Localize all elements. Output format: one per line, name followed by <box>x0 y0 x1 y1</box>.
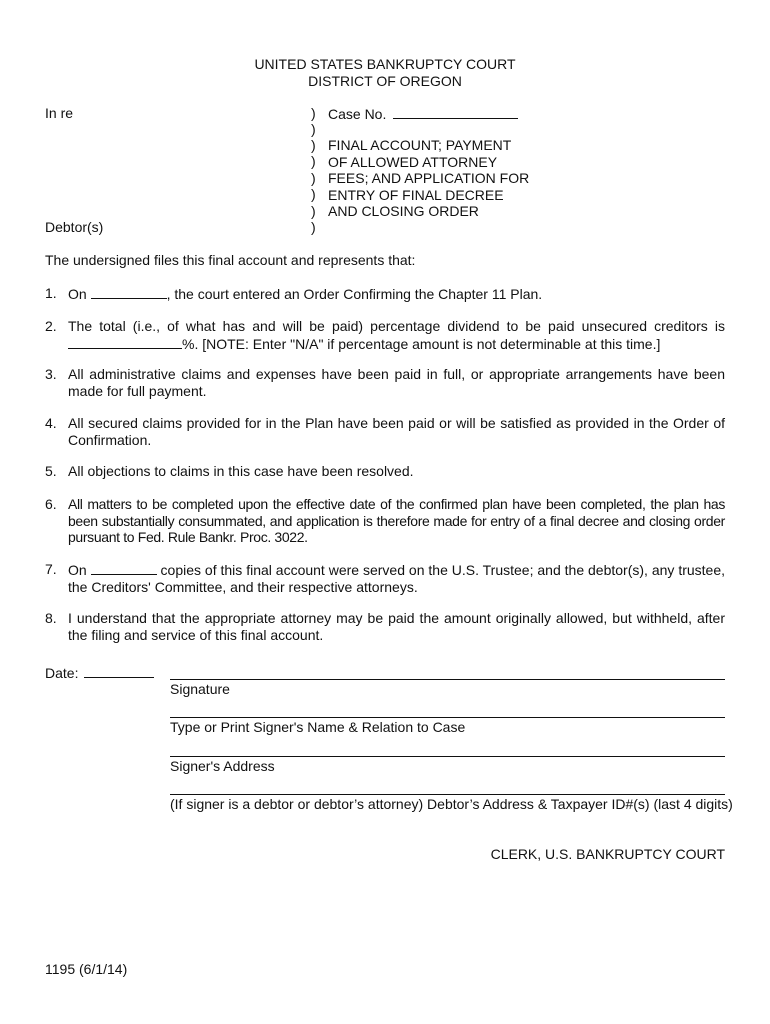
signature-line[interactable] <box>170 679 725 680</box>
caption-paren: ) <box>311 153 316 169</box>
list-item-8 <box>45 610 725 643</box>
caption-paren: ) <box>311 170 316 186</box>
list-item-1 <box>45 285 725 303</box>
signer-address-label: Signer's Address <box>170 758 275 774</box>
item-text-start: On <box>68 286 87 302</box>
date-blank[interactable] <box>84 664 154 678</box>
item-text: All matters to be completed upon the effective date of the confirmed plan have been completed, the plan has been substantially consummated, and application is therefore made for entry of a final decree and closing order pursuant to Fed. Rule Bankr. Proc. 3022. <box>68 496 725 545</box>
district-name: DISTRICT OF OREGON <box>308 73 462 89</box>
caption-paren: ) <box>311 219 316 235</box>
case-number-blank[interactable] <box>393 105 518 119</box>
list-item-7 <box>45 561 725 595</box>
caption-paren: ) <box>311 121 316 137</box>
caption-paren: ) <box>311 186 316 202</box>
court-name: UNITED STATES BANKRUPTCY COURT <box>254 56 516 72</box>
date-field <box>45 664 154 681</box>
item-number: 4. <box>45 415 57 431</box>
signer-address-line[interactable] <box>170 756 725 757</box>
intro-text: The undersigned files this final account and represents that: <box>45 252 416 268</box>
list-item-6 <box>45 496 725 546</box>
item-number: 3. <box>45 366 57 382</box>
item-number: 2. <box>45 318 57 334</box>
date-label: Date: <box>45 665 79 681</box>
item-text-end: %. [NOTE: Enter "N/A" if percentage amount is not determinable at this time.] <box>182 335 661 352</box>
confirmation-date-blank[interactable] <box>91 285 167 299</box>
taxpayer-id-line[interactable] <box>170 794 725 795</box>
item-number: 8. <box>45 610 57 626</box>
document-title-line: ENTRY OF FINAL DECREE <box>328 186 504 203</box>
item-number: 1. <box>45 285 57 301</box>
taxpayer-id-label: (If signer is a debtor or debtor’s attorney) Debtor’s Address & Taxpayer ID#(s) (last 4 digits) <box>170 796 733 812</box>
document-title <box>328 137 529 220</box>
list-item-3 <box>45 366 725 399</box>
document-title-line: FINAL ACCOUNT; PAYMENT <box>328 137 512 153</box>
item-text: I understand that the appropriate attorney may be paid the amount originally allowed, but withheld, after the filing and service of this final account. <box>68 610 725 643</box>
list-item-2 <box>45 318 725 352</box>
item-text: The total (i.e., of what has and will be paid) percentage dividend to be paid unsecured creditors is <box>68 318 725 334</box>
list-item-4 <box>45 415 725 448</box>
item-text <box>68 285 725 303</box>
dividend-percentage-blank[interactable] <box>68 335 182 349</box>
item-text <box>68 561 725 595</box>
document-title-line: OF ALLOWED ATTORNEY <box>328 153 498 170</box>
caption-paren: ) <box>311 137 316 153</box>
item-text: All administrative claims and expenses have been paid in full, or appropriate arrangements have been made for full payment. <box>68 366 725 399</box>
item-number: 6. <box>45 496 57 512</box>
item-text-end: copies of this final account were served on the U.S. Trustee; and the debtor(s), any trustee, the Creditors' Committee, and their respective attorneys. <box>68 562 726 595</box>
item-text-line2 <box>68 335 725 353</box>
caption-paren: ) <box>311 203 316 219</box>
item-number: 7. <box>45 561 57 577</box>
case-number-label: Case No. <box>328 106 387 122</box>
item-text-start: On <box>68 562 87 578</box>
signer-name-label: Type or Print Signer's Name & Relation to Case <box>170 719 466 735</box>
in-re-label: In re <box>45 105 74 121</box>
signer-name-line[interactable] <box>170 717 725 718</box>
item-number: 5. <box>45 463 57 479</box>
item-text: All objections to claims in this case have been resolved. <box>68 463 414 479</box>
form-number: 1195 (6/1/14) <box>45 961 128 977</box>
case-number-field <box>328 105 518 122</box>
item-text: All secured claims provided for in the Plan have been paid or will be satisfied as provided in the Order of Confirmation. <box>68 415 725 448</box>
document-title-line: FEES; AND APPLICATION FOR <box>328 170 530 186</box>
list-item-5 <box>45 463 725 480</box>
debtors-label: Debtor(s) <box>45 219 104 235</box>
item-text-end: , the court entered an Order Confirming the Chapter 11 Plan. <box>166 286 543 302</box>
service-date-blank[interactable] <box>91 561 157 575</box>
clerk-label: CLERK, U.S. BANKRUPTCY COURT <box>490 846 725 862</box>
signature-label: Signature <box>170 681 230 697</box>
document-title-line: AND CLOSING ORDER <box>328 203 479 219</box>
caption-paren: ) <box>311 105 316 121</box>
